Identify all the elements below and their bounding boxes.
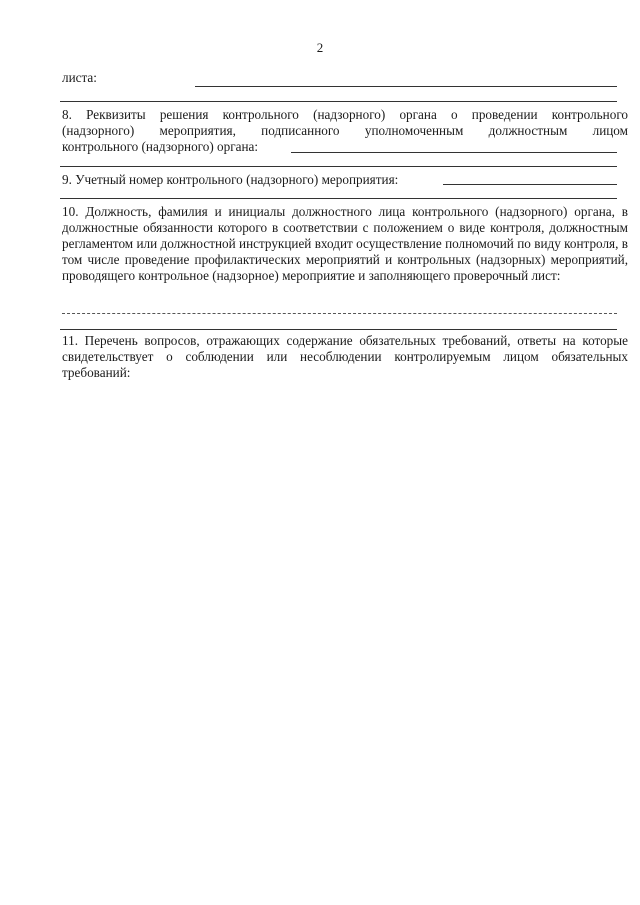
separator-line: [60, 101, 617, 102]
item8-line2: (надзорного) мероприятия, подписанного уполномоченным должностным лицом: [62, 123, 628, 138]
fill-line: [443, 184, 617, 185]
separator-line: [60, 329, 617, 330]
item8-line3: контрольного (надзорного) органа:: [62, 139, 259, 154]
item10-text: 10. Должность, фамилия и инициалы должностного лица контрольного (надзорного) органа, в должностные обязанности которого в соответствии с положением о виде контроля, должностным регламентом или должностной инструкцией входит осуществление полномочий по виду контроля, в том числе проведение профилактических мероприятий и контрольных (надзорных) мероприятий, проводящего контрольное (надзорное) мероприятие и заполняющего проверочный лист:: [62, 204, 628, 283]
fill-line: [291, 152, 617, 153]
fill-line: [62, 313, 617, 314]
separator-line: [60, 198, 617, 199]
item9-text: 9. Учетный номер контрольного (надзорного) мероприятия:: [62, 172, 399, 187]
page-number: 2: [316, 40, 324, 55]
separator-line: [60, 166, 617, 167]
item8-line1: 8. Реквизиты решения контрольного (надзорного) органа о проведении контрольного: [62, 107, 628, 122]
item11-text: 11. Перечень вопросов, отражающих содержание обязательных требований, ответы на которые свидетельствует о соблюдении или несоблюдении контролируемым лицом обязательных требований:: [62, 333, 628, 380]
fill-line: [195, 86, 617, 87]
carryover-label: листа:: [62, 70, 97, 85]
